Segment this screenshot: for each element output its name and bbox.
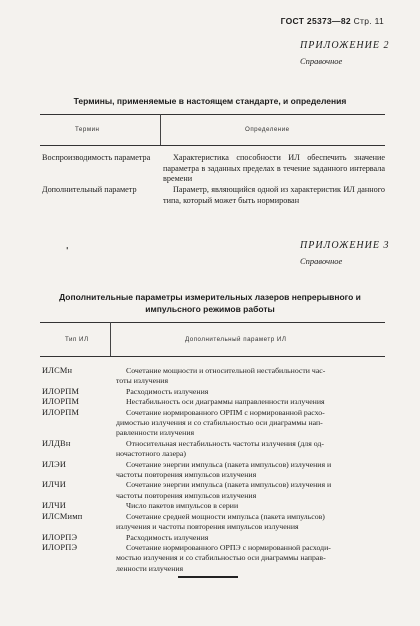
standard-number: ГОСТ 25373—82 — [280, 16, 351, 26]
table-row — [42, 501, 387, 511]
description-line: частоты повторения импульсов излучения — [116, 470, 257, 480]
description-line: Сочетание энергии импульса (пакета импульсов) излучения и — [126, 459, 332, 469]
parameter-description — [116, 533, 386, 543]
laser-type-code: ИЛОРПМ — [42, 397, 80, 407]
parameter-description — [116, 543, 386, 574]
laser-type-code: ИЛЭИ — [42, 459, 67, 469]
parameter-description — [116, 387, 386, 397]
parameter-description — [116, 501, 386, 511]
laser-type-code: ИЛОРПМ — [42, 407, 80, 417]
description-line: частоты повторения импульсов излучения — [116, 490, 257, 500]
parameter-description — [116, 366, 386, 387]
description-line: Расходимость излучения — [126, 386, 209, 396]
stray-mark: ' — [66, 245, 69, 255]
description-line: Нестабильность оси диаграммы направленности излучения — [126, 397, 325, 407]
description-line: Относительная нестабильность частоты излучения (для од- — [126, 438, 324, 448]
parameter-description — [116, 408, 386, 439]
laser-type-code: ИЛОРПЭ — [42, 542, 78, 552]
description-line: Сочетание мощности и относительной нестабильности час- — [126, 366, 326, 375]
table1-header-rule — [40, 145, 385, 146]
table2-header-rule — [40, 356, 385, 357]
laser-type-code: ИЛДВн — [42, 438, 71, 448]
description-line: димостью излучения и со стабильностью оси диаграммы нап- — [116, 418, 323, 428]
description-line: равленности излучения — [116, 428, 195, 438]
def-2: Параметр, являющийся одной из характеристик ИЛ данного типа, который может быть нормирован — [163, 185, 385, 205]
end-rule — [178, 576, 238, 578]
table-row — [42, 533, 387, 543]
parameter-description — [116, 460, 386, 481]
table-row — [42, 460, 387, 481]
description-line: Сочетание нормированного ОРПМ с нормированной расхо- — [126, 407, 325, 417]
table2-top-rule — [40, 322, 385, 323]
table-row — [42, 480, 387, 501]
description-line: Сочетание нормированного ОРПЭ с нормированной расходи- — [126, 542, 331, 552]
section-2-title: Термины, применяемые в настоящем стандарте, и определения — [73, 96, 347, 106]
table-row — [42, 512, 387, 533]
laser-type-code: ИЛСМимп — [42, 511, 83, 521]
params-rows — [42, 366, 387, 574]
parameter-description — [116, 512, 386, 533]
description-line: Расходимость излучения — [126, 532, 209, 542]
def-1: Характеристика способности ИЛ обеспечить значение параметра в заданных пределах в течение заданного интервала времени — [163, 153, 385, 184]
term-1: Воспроизводимость параметра — [42, 153, 151, 162]
description-line: тоты излучения — [116, 376, 169, 386]
table1-col-divider — [160, 114, 161, 145]
description-line: ночастотного лазера) — [116, 449, 186, 459]
table2-col-divider — [110, 322, 111, 356]
description-line: Число пакетов импульсов в серии — [126, 501, 239, 511]
table2-col-param: Дополнительный параметр ИЛ — [185, 336, 287, 343]
parameter-description — [116, 397, 386, 407]
parameter-description — [116, 439, 386, 460]
params-table-body — [42, 366, 387, 574]
description-line: ленности излучения — [116, 563, 184, 573]
table2-col-type: Тип ИЛ — [65, 336, 89, 343]
table-row — [42, 397, 387, 407]
table1-top-rule — [40, 114, 385, 115]
page-number: Стр. 11 — [353, 16, 384, 26]
section-3-title: Дополнительные параметры измерительных лазеров непрерывного и импульсного режимов работы — [59, 292, 361, 314]
laser-type-code: ИЛЧИ — [42, 480, 67, 490]
laser-type-code: ИЛОРПЭ — [42, 532, 78, 542]
appendix-2-title: ПРИЛОЖЕНИЕ 2 — [300, 40, 390, 51]
description-line: излучения и частоты повторения импульсов излучения — [116, 522, 299, 532]
appendix-3-subtitle: Справочное — [300, 256, 343, 266]
term-2: Дополнительный параметр — [42, 185, 137, 194]
table-row — [42, 366, 387, 387]
table1-col-def: Определение — [245, 126, 290, 133]
parameter-description — [116, 480, 386, 501]
laser-type-code: ИЛОРПМ — [42, 386, 80, 396]
table-row — [42, 439, 387, 460]
laser-type-code: ИЛЧИ — [42, 501, 67, 511]
table-row — [42, 387, 387, 397]
table1-col-term: Термин — [75, 126, 100, 133]
description-line: мостью излучения и со стабильностью оси диаграммы направ- — [116, 553, 326, 563]
appendix-2-subtitle: Справочное — [300, 56, 343, 66]
table-row — [42, 408, 387, 439]
page-header — [281, 16, 384, 26]
description-line: Сочетание энергии импульса (пакета импульсов) излучения и — [126, 480, 332, 490]
description-line: Сочетание средней мощности импульса (пакета импульсов) — [126, 511, 325, 521]
laser-type-code: ИЛСМн — [42, 366, 73, 375]
appendix-3-title: ПРИЛОЖЕНИЕ 3 — [300, 240, 390, 251]
table-row — [42, 543, 387, 574]
